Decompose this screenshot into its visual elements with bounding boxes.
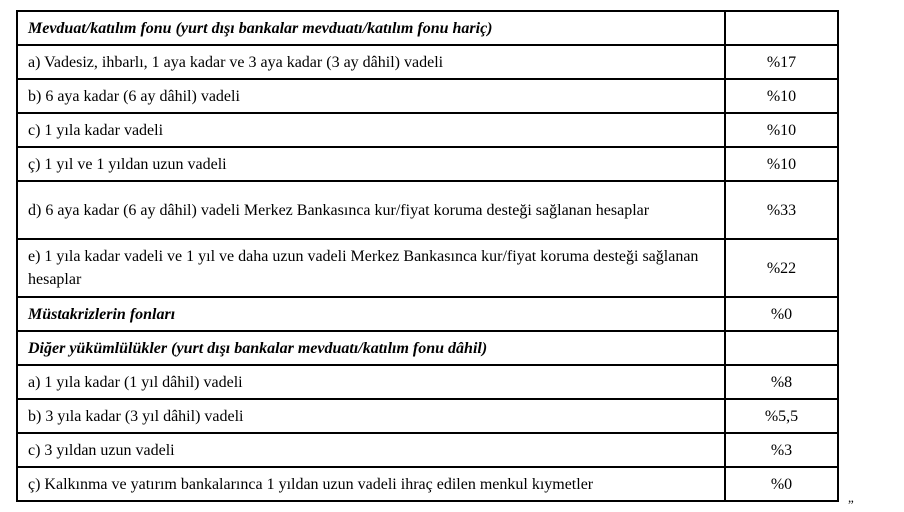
rate-cell: %10 [725, 147, 838, 181]
table-row [17, 113, 838, 147]
row-description: c) 3 yıldan uzun vadeli [17, 433, 725, 467]
section-heading-borrower-funds: Müstakrizlerin fonları [17, 297, 725, 331]
reserve-rates-table [16, 10, 839, 502]
row-description: c) 1 yıla kadar vadeli [17, 113, 725, 147]
table-row [17, 79, 838, 113]
table-row [17, 331, 838, 365]
row-description: ç) 1 yıl ve 1 yıldan uzun vadeli [17, 147, 725, 181]
reserve-rates-body [17, 11, 838, 501]
rate-cell: %3 [725, 433, 838, 467]
rate-cell: %33 [725, 181, 838, 239]
table-row [17, 11, 838, 45]
table-row [17, 433, 838, 467]
rate-cell: %17 [725, 45, 838, 79]
row-description: a) Vadesiz, ihbarlı, 1 aya kadar ve 3 aya kadar (3 ay dâhil) vadeli [17, 45, 725, 79]
section-heading-deposits: Mevduat/katılım fonu (yurt dışı bankalar mevduatı/katılım fonu hariç) [17, 11, 725, 45]
table-row [17, 147, 838, 181]
row-description: b) 3 yıla kadar (3 yıl dâhil) vadeli [17, 399, 725, 433]
rate-cell: %10 [725, 113, 838, 147]
row-description: e) 1 yıla kadar vadeli ve 1 yıl ve daha uzun vadeli Merkez Bankasınca kur/fiyat koruma desteği sağlanan hesaplar [17, 239, 725, 297]
rate-cell [725, 11, 838, 45]
table-row [17, 365, 838, 399]
table-row [17, 181, 838, 239]
row-description: b) 6 aya kadar (6 ay dâhil) vadeli [17, 79, 725, 113]
row-description: d) 6 aya kadar (6 ay dâhil) vadeli Merkez Bankasınca kur/fiyat koruma desteği sağlanan hesaplar [17, 181, 725, 239]
closing-quote-mark: ” [848, 497, 854, 512]
table-row [17, 239, 838, 297]
section-heading-other-liabilities: Diğer yükümlülükler (yurt dışı bankalar mevduatı/katılım fonu dâhil) [17, 331, 725, 365]
table-row [17, 297, 838, 331]
row-description: ç) Kalkınma ve yatırım bankalarınca 1 yıldan uzun vadeli ihraç edilen menkul kıymetler [17, 467, 725, 501]
rate-cell: %0 [725, 467, 838, 501]
table-row [17, 45, 838, 79]
row-description: a) 1 yıla kadar (1 yıl dâhil) vadeli [17, 365, 725, 399]
rate-cell: %5,5 [725, 399, 838, 433]
rate-cell: %10 [725, 79, 838, 113]
rate-cell [725, 331, 838, 365]
rate-cell: %0 [725, 297, 838, 331]
table-row [17, 399, 838, 433]
table-row [17, 467, 838, 501]
rate-cell: %8 [725, 365, 838, 399]
rate-cell: %22 [725, 239, 838, 297]
